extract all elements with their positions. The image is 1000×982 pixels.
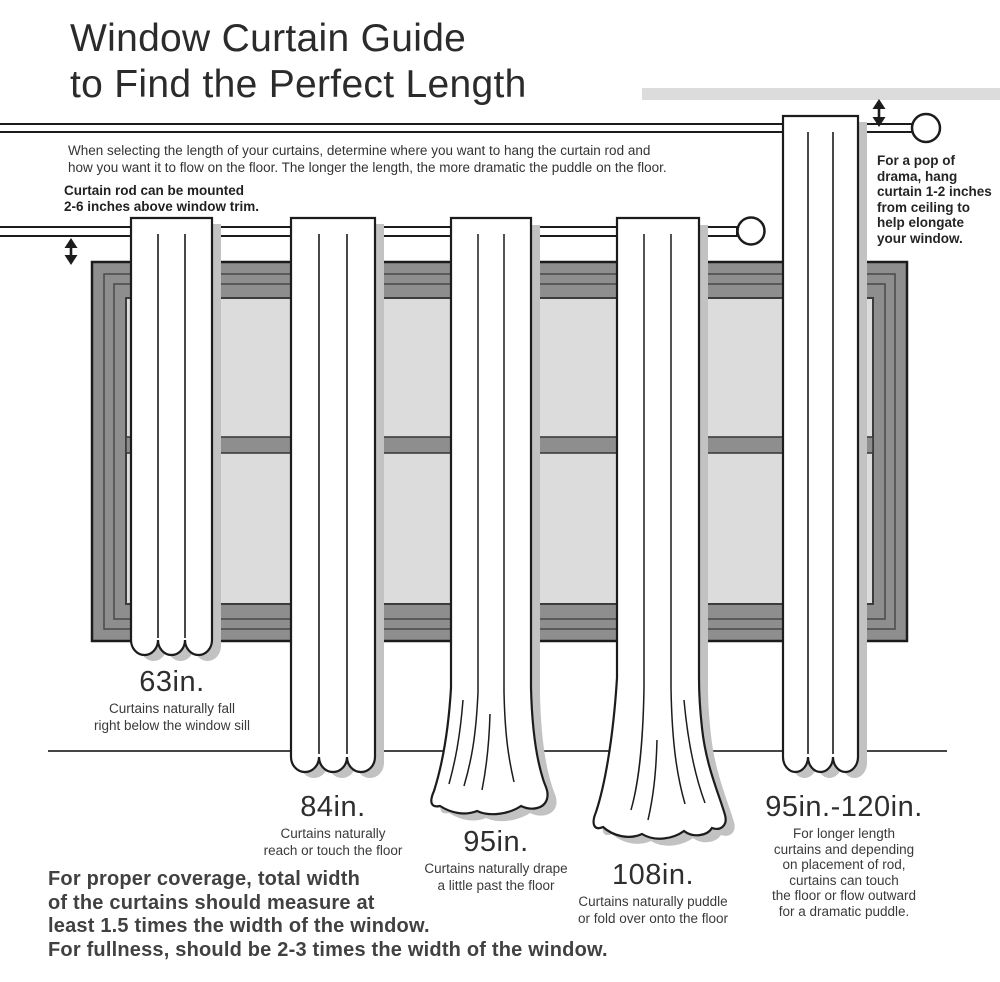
- curtain-95in: [431, 218, 556, 821]
- desc-line: a little past the floor: [437, 877, 555, 893]
- desc-line: reach or touch the floor: [263, 842, 403, 858]
- ceiling-drama-note-line: drama, hang: [877, 168, 958, 184]
- curtain-84in: [291, 218, 384, 778]
- desc-line: for a dramatic puddle.: [778, 903, 910, 919]
- coverage-footer-note: [48, 868, 608, 962]
- curtain-108in-length: 108in.: [611, 859, 694, 891]
- curtain-63in-length: 63in.: [139, 666, 205, 698]
- curtain-84in-body: [291, 218, 375, 772]
- curtain-95-120in-label: [739, 791, 949, 919]
- desc-line: For longer length: [792, 826, 896, 841]
- curtain-63in: [131, 218, 221, 661]
- ceiling-drama-note: [877, 153, 997, 246]
- curtain-95-120in-body: [783, 116, 858, 772]
- curtain-95-120in-length: 95in.-120in.: [765, 791, 923, 823]
- intro-line: how you want it to flow on the floor. The longer the length, the more dramatic the puddle on the floor.: [68, 159, 667, 175]
- main-rod-finial: [738, 218, 765, 245]
- rod-mount-note: [64, 183, 259, 215]
- desc-line: Curtains naturally drape: [424, 861, 568, 876]
- curtain-84in-desc: [238, 826, 428, 859]
- desc-line: on placement of rod,: [782, 857, 906, 872]
- intro-text: [68, 143, 667, 176]
- curtain-95-120in-desc: [739, 826, 949, 919]
- footer-line: of the curtains should measure at: [48, 891, 375, 914]
- ceiling-drama-note-line: curtain 1-2 inches: [877, 184, 992, 199]
- rod-height-arrow-icon: [65, 238, 78, 265]
- rod-mount-note-line: Curtain rod can be mounted: [64, 183, 245, 198]
- ceiling-drama-note-line: help elongate: [877, 215, 965, 230]
- ceiling-drama-note-line: For a pop of: [877, 153, 955, 168]
- curtain-63in-desc: [62, 701, 282, 734]
- desc-line: Curtains naturally puddle: [578, 894, 728, 909]
- footer-line: For fullness, should be 2-3 times the width of the window.: [48, 938, 608, 961]
- curtain-95in-length: 95in.: [463, 826, 529, 858]
- desc-line: or fold over onto the floor: [577, 910, 729, 926]
- ceiling-drama-note-line: from ceiling to: [877, 199, 971, 215]
- ceiling-band: [642, 88, 1000, 100]
- intro-line: When selecting the length of your curtains, determine where you want to hang the curtain rod and: [68, 143, 651, 158]
- page-title: [70, 16, 527, 108]
- desc-line: curtains and depending: [773, 841, 915, 857]
- desc-line: the floor or flow outward: [771, 888, 917, 903]
- page-title-line-1: Window Curtain Guide: [70, 17, 467, 60]
- desc-line: Curtains naturally: [280, 826, 386, 841]
- curtain-63in-label: [62, 666, 282, 734]
- rod-mount-note-line: 2-6 inches above window trim.: [64, 199, 260, 214]
- desc-line: curtains can touch: [789, 872, 899, 888]
- footer-line: least 1.5 times the width of the window.: [48, 915, 430, 937]
- page-title-line-2: to Find the Perfect Length: [70, 63, 527, 106]
- footer-line: For proper coverage, total width: [48, 868, 360, 890]
- curtain-84in-length: 84in.: [300, 791, 366, 823]
- curtain-63in-body: [131, 218, 212, 655]
- ceiling-drama-note-line: your window.: [877, 230, 963, 246]
- curtain-95-120in: [783, 116, 867, 778]
- desc-line: Curtains naturally fall: [108, 701, 236, 716]
- upper-rod-finial: [912, 114, 940, 142]
- upper-curtain-rod: [0, 124, 912, 132]
- curtain-84in-label: [238, 791, 428, 859]
- ceiling-gap-arrow-icon: [873, 99, 886, 127]
- desc-line: right below the window sill: [93, 717, 251, 733]
